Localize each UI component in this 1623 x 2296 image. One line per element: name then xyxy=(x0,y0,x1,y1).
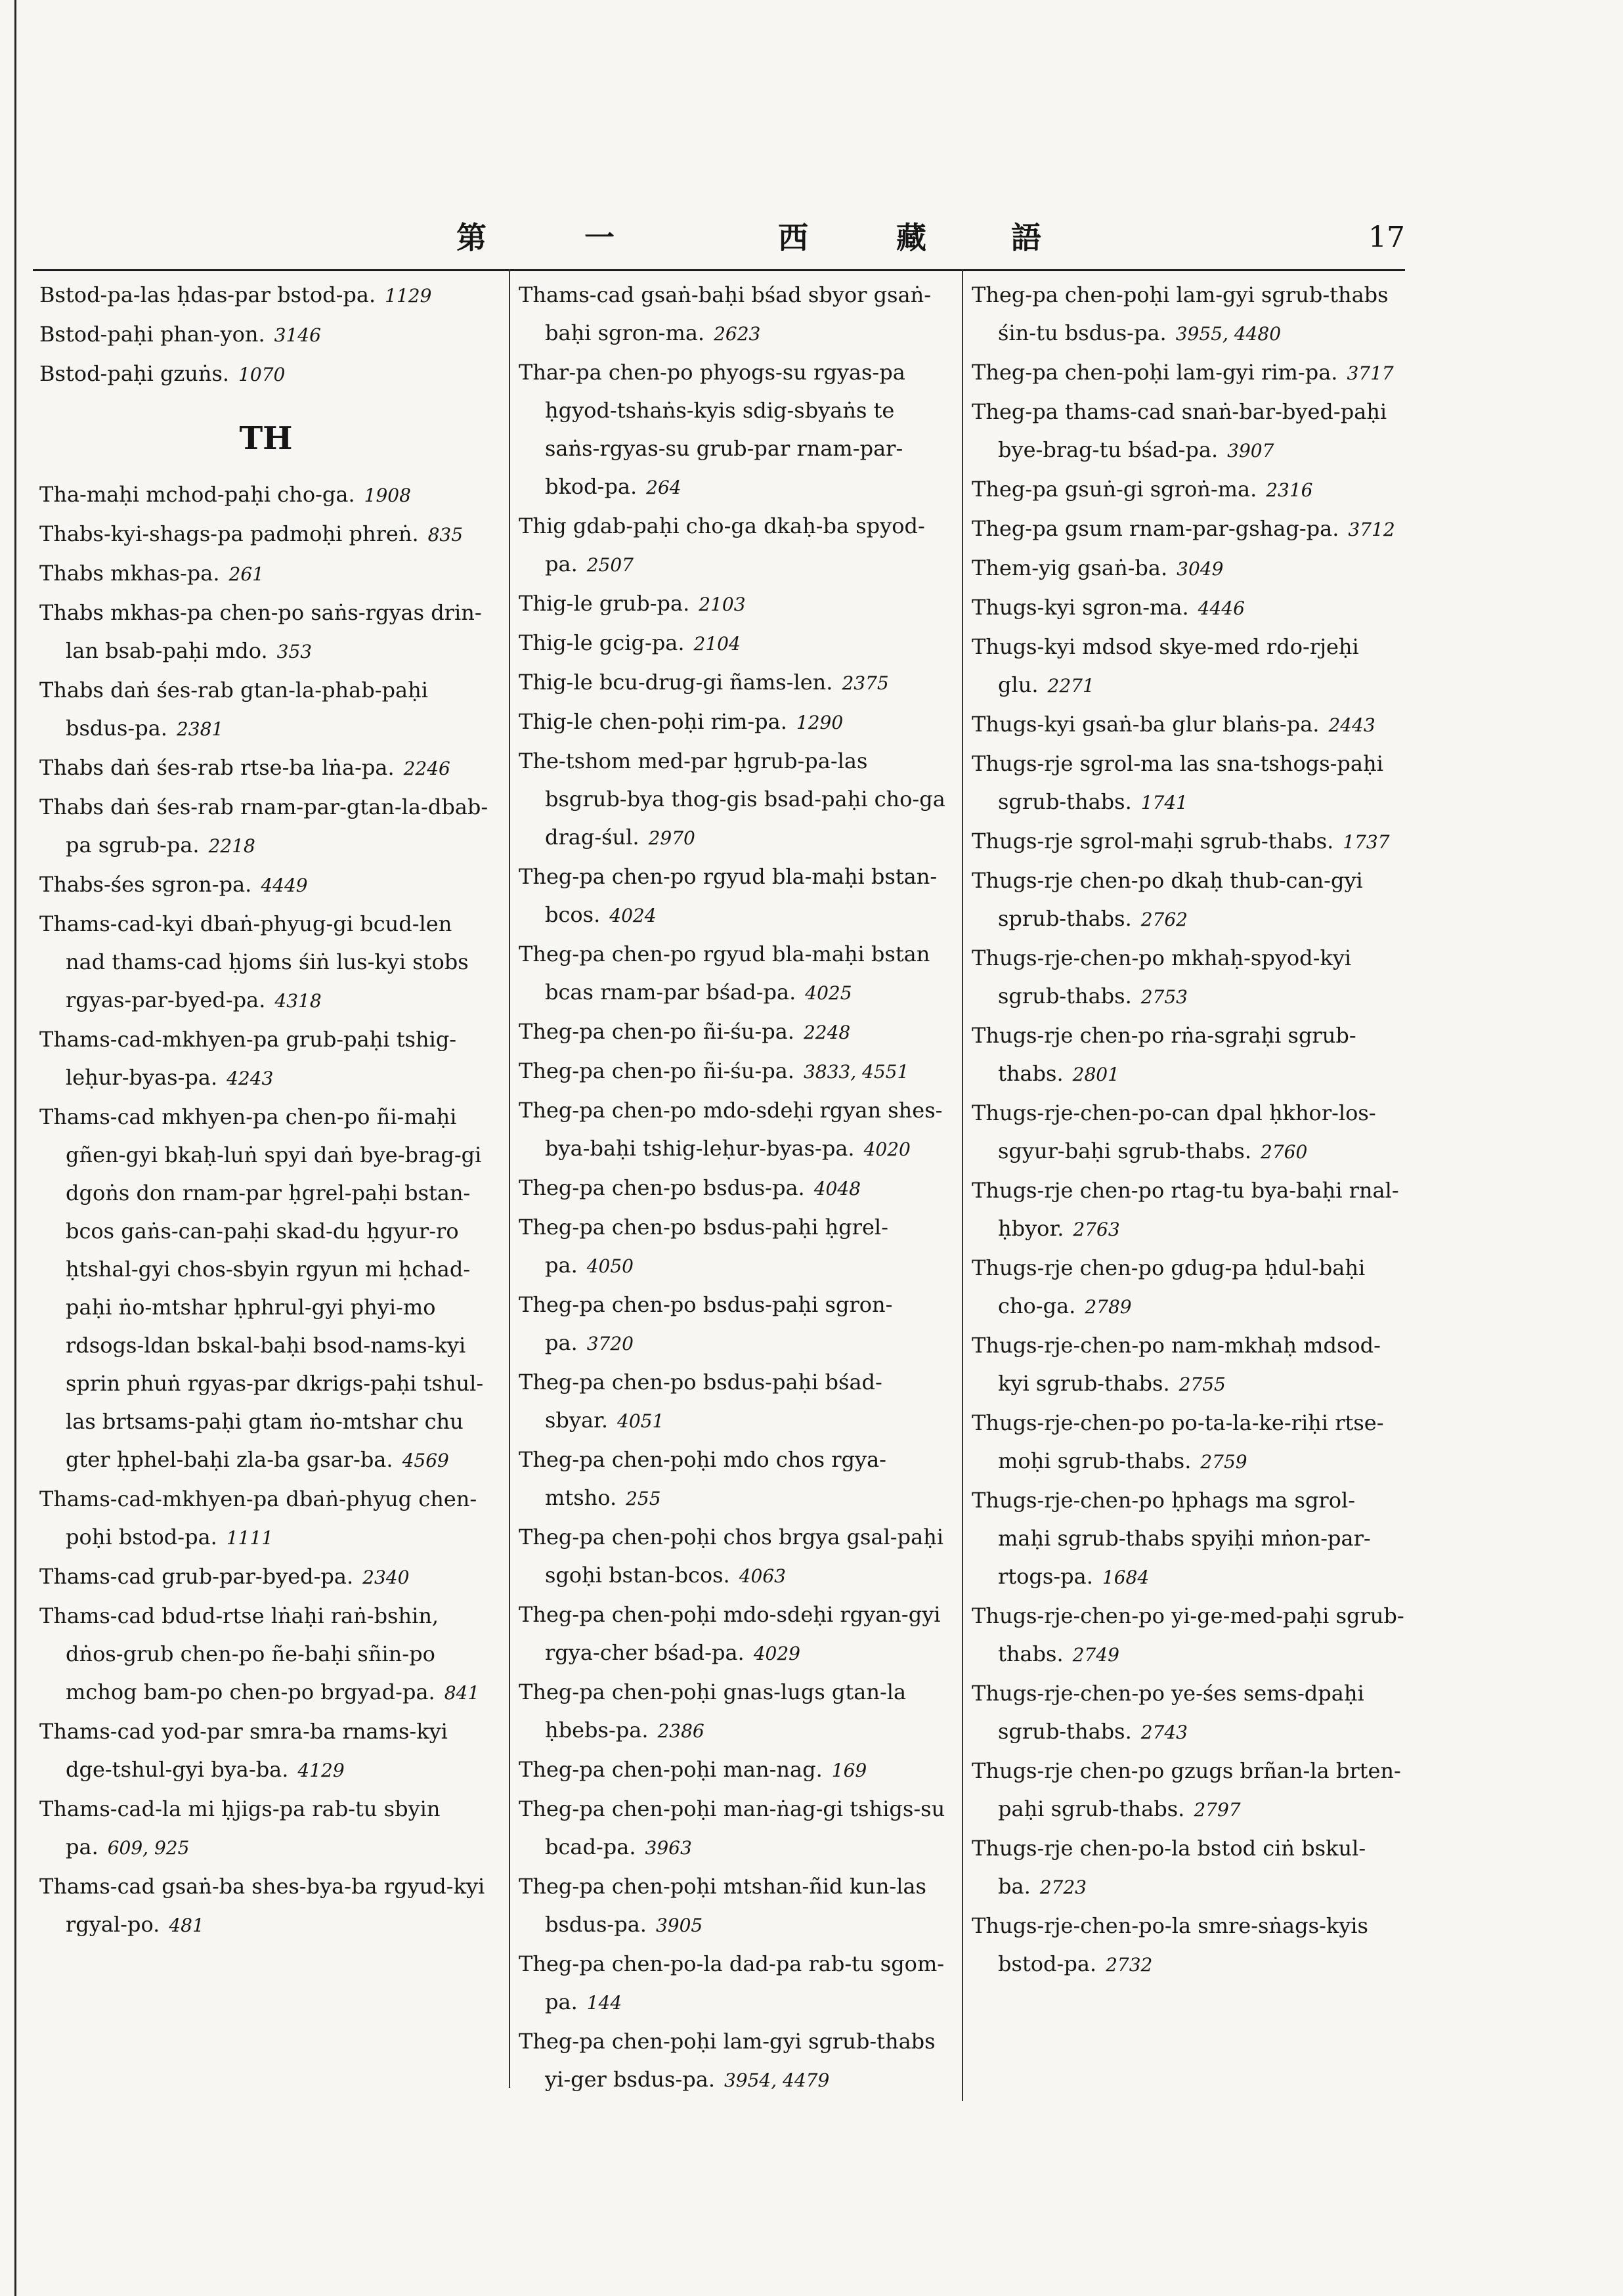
entry-number: 2507 xyxy=(586,554,634,576)
entry-number: 2759 xyxy=(1200,1451,1247,1473)
entry-number: 2316 xyxy=(1266,479,1313,501)
entry-number: 4243 xyxy=(227,1068,274,1089)
index-entry xyxy=(519,1208,945,1286)
entry-number: 4020 xyxy=(863,1138,911,1160)
index-entry xyxy=(972,939,1405,1016)
index-entry xyxy=(972,705,1405,745)
index-entry xyxy=(972,1597,1405,1674)
entry-number: 2763 xyxy=(1073,1219,1120,1240)
index-entry xyxy=(972,549,1405,588)
index-entry xyxy=(39,1480,492,1557)
entry-number: 3049 xyxy=(1177,558,1224,580)
entry-title: Bstod-pa-las ḥdas-par bstod-pa. xyxy=(39,282,376,307)
index-entry xyxy=(39,748,492,788)
entry-number: 2732 xyxy=(1106,1954,1153,1976)
index-entry xyxy=(519,1790,945,1867)
index-entry xyxy=(39,1867,492,1945)
entry-number: 2762 xyxy=(1140,909,1188,930)
index-entry xyxy=(519,507,945,584)
index-entry xyxy=(972,1171,1405,1249)
entry-number: 1111 xyxy=(226,1527,274,1549)
index-entry xyxy=(519,742,945,857)
entry-title: Theg-pa chen-poḥi mtshan-ñid kun-las bsdus-pa. xyxy=(519,1874,926,1937)
entry-title: Them-yig gsaṅ-ba. xyxy=(972,555,1168,580)
index-entry xyxy=(972,1404,1405,1481)
entry-title: Thams-cad gsaṅ-ba shes-bya-ba rgyud-kyi rgyal-po. xyxy=(39,1874,485,1937)
index-entry xyxy=(972,1674,1405,1752)
index-column-2 xyxy=(519,276,945,2100)
page-header xyxy=(33,209,1405,268)
entry-number: 2386 xyxy=(657,1720,704,1742)
entry-title: Theg-pa chen-po bsdus-paḥi sgron-pa. xyxy=(519,1292,893,1355)
index-entry xyxy=(39,1790,492,1867)
entry-number: 3905 xyxy=(655,1915,703,1936)
entry-number: 3717 xyxy=(1347,362,1394,384)
index-entry xyxy=(519,1945,945,2022)
entry-number: 144 xyxy=(586,1992,622,2014)
entry-number: 4024 xyxy=(609,905,657,926)
index-entry xyxy=(519,1286,945,1363)
index-entry xyxy=(519,1867,945,1945)
entry-title: Thar-pa chen-po phyogs-su rgyas-pa ḥgyod-tshaṅs-kyis sdig-sbyaṅs te saṅs-rgyas-su grub-par rnam-par-bkod-pa. xyxy=(519,360,905,499)
entry-title: Theg-pa chen-po-la dad-pa rab-tu sgom-pa. xyxy=(519,1951,945,2014)
entry-title: Thams-cad bdud-rtse lṅaḥi raṅ-bshin, dṅos-grub chen-po ñe-baḥi sñin-po mchog bam-po chen-po brgyad-pa. xyxy=(39,1603,439,1704)
index-entry xyxy=(39,1597,492,1712)
index-column-3 xyxy=(972,276,1405,1984)
entry-number: 4569 xyxy=(402,1450,449,1471)
index-entry xyxy=(519,1518,945,1595)
index-entry xyxy=(39,788,492,865)
index-entry xyxy=(972,1094,1405,1171)
entry-title: Thugs-rje-chen-po ye-śes sems-dpaḥi sgrub-thabs. xyxy=(972,1681,1364,1744)
index-entry xyxy=(519,1595,945,1673)
entry-number: 2340 xyxy=(362,1567,410,1588)
index-entry xyxy=(519,584,945,624)
entry-title: Thugs-rje chen-po rṅa-sgraḥi sgrub-thabs. xyxy=(972,1023,1356,1086)
entry-number: 2970 xyxy=(648,827,695,849)
index-entry xyxy=(519,1363,945,1440)
header-rule xyxy=(33,269,1405,271)
index-entry xyxy=(39,905,492,1020)
entry-title: Theg-pa chen-po rgyud bla-maḥi bstan-bcos. xyxy=(519,864,938,927)
entry-title: Thig gdab-paḥi cho-ga dkaḥ-ba spyod-pa. xyxy=(519,513,925,576)
entry-title: Thugs-rje-chen-po nam-mkhaḥ mdsod-kyi sgrub-thabs. xyxy=(972,1333,1381,1396)
entry-number: 1129 xyxy=(385,285,432,307)
entry-number: 4025 xyxy=(805,982,852,1004)
entry-number: 3146 xyxy=(274,324,321,346)
index-entry xyxy=(519,1091,945,1169)
entry-title: Thig-le grub-pa. xyxy=(519,591,690,616)
entry-title: Thugs-rje-chen-po mkhaḥ-spyod-kyi sgrub-thabs. xyxy=(972,945,1352,1008)
entry-number: 841 xyxy=(444,1682,480,1704)
entry-number: 3963 xyxy=(645,1837,692,1859)
entry-title: The-tshom med-par ḥgrub-pa-las bsgrub-bya thog-gis bsad-paḥi cho-ga drag-śul. xyxy=(519,748,945,850)
entry-title: Theg-pa chen-poḥi man-ṅag-gi tshigs-su bcad-pa. xyxy=(519,1796,945,1859)
index-entry xyxy=(519,1750,945,1790)
entry-title: Theg-pa chen-poḥi mdo chos rgya-mtsho. xyxy=(519,1447,886,1510)
entry-title: Theg-pa gsuṅ-gi sgroṅ-ma. xyxy=(972,477,1257,502)
entry-number: 2271 xyxy=(1047,675,1094,697)
entry-number: 3720 xyxy=(586,1333,634,1354)
entry-title: Theg-pa chen-po rgyud bla-maḥi bstan bcas rnam-par bśad-pa. xyxy=(519,942,930,1005)
entry-number: 2623 xyxy=(714,323,761,345)
entry-title: Bstod-paḥi phan-yon. xyxy=(39,322,265,347)
entry-title: Thabs daṅ śes-rab rtse-ba lṅa-pa. xyxy=(39,755,395,780)
entry-title: Theg-pa chen-po ñi-śu-pa. xyxy=(519,1019,794,1044)
entry-title: Thugs-rje sgrol-maḥi sgrub-thabs. xyxy=(972,829,1334,854)
entry-number: 3907 xyxy=(1227,440,1274,462)
entry-number: 3954, 4479 xyxy=(724,2069,830,2091)
entry-number: 4051 xyxy=(617,1410,664,1432)
entry-number: 3955, 4480 xyxy=(1175,323,1282,345)
entry-title: Thugs-rje-chen-po-can dpal ḥkhor-los-sgyur-baḥi sgrub-thabs. xyxy=(972,1100,1376,1163)
index-entry xyxy=(39,1712,492,1790)
index-entry xyxy=(519,935,945,1012)
entry-number: 609, 925 xyxy=(107,1837,190,1859)
index-entry xyxy=(39,671,492,748)
entry-number: 2375 xyxy=(842,672,889,694)
entry-number: 1737 xyxy=(1343,831,1390,853)
index-entry xyxy=(39,1020,492,1098)
entry-title: Thugs-rje chen-po gdug-pa ḥdul-baḥi cho-ga. xyxy=(972,1255,1366,1318)
header-char: 西 xyxy=(778,220,810,255)
entry-title: Thabs daṅ śes-rab gtan-la-phab-paḥi bsdus-pa. xyxy=(39,678,428,741)
entry-title: Thams-cad-la mi ḥjigs-pa rab-tu sbyin pa. xyxy=(39,1796,441,1859)
entry-title: Bstod-paḥi gzuṅs. xyxy=(39,361,230,386)
index-entry xyxy=(972,1016,1405,1094)
index-entry xyxy=(39,315,492,355)
entry-number: 3712 xyxy=(1348,519,1395,540)
header-char: 藏 xyxy=(896,220,928,255)
index-entry xyxy=(39,1557,492,1597)
entry-title: Thugs-kyi mdsod skye-med rdo-rjeḥi glu. xyxy=(972,634,1359,697)
entry-number: 1290 xyxy=(796,712,844,733)
entry-title: Theg-pa chen-poḥi man-nag. xyxy=(519,1757,823,1782)
entry-number: 2246 xyxy=(403,758,450,779)
entry-title: Theg-pa chen-poḥi lam-gyi sgrub-thabs śin-tu bsdus-pa. xyxy=(972,282,1389,345)
index-column-1 xyxy=(39,276,492,1945)
header-char: 語 xyxy=(1011,220,1043,255)
index-entry xyxy=(519,1440,945,1518)
entry-number: 2755 xyxy=(1179,1374,1226,1395)
entry-title: Thugs-kyi sgron-ma. xyxy=(972,595,1189,620)
entry-title: Theg-pa thams-cad snaṅ-bar-byed-paḥi bye-brag-tu bśad-pa. xyxy=(972,399,1387,462)
entry-number: 264 xyxy=(646,477,682,498)
entry-number: 481 xyxy=(169,1915,204,1936)
entry-title: Thabs daṅ śes-rab rnam-par-gtan-la-dbab-pa sgrub-pa. xyxy=(39,794,488,857)
entry-number: 4449 xyxy=(261,875,308,896)
entry-number: 255 xyxy=(626,1488,661,1509)
entry-title: Thugs-rje-chen-po yi-ge-med-paḥi sgrub-thabs. xyxy=(972,1603,1404,1666)
index-entry xyxy=(519,1012,945,1052)
entry-title: Theg-pa chen-poḥi mdo-sdeḥi rgyan-gyi rgya-cher bśad-pa. xyxy=(519,1602,941,1665)
section-heading: TH xyxy=(239,420,293,457)
index-entry xyxy=(519,857,945,935)
entry-title: Thugs-rje sgrol-ma las sna-tshogs-paḥi sgrub-thabs. xyxy=(972,751,1383,814)
entry-number: 4029 xyxy=(753,1643,800,1664)
index-entry xyxy=(39,475,492,515)
entry-title: Thugs-rje chen-po gzugs brñan-la brten-paḥi sgrub-thabs. xyxy=(972,1758,1401,1821)
entry-title: Theg-pa chen-po bsdus-pa. xyxy=(519,1175,805,1200)
entry-title: Theg-pa chen-poḥi lam-gyi rim-pa. xyxy=(972,360,1338,385)
entry-title: Thams-cad-mkhyen-pa dbaṅ-phyug chen-poḥi bstod-pa. xyxy=(39,1486,477,1549)
entry-title: Thams-cad-kyi dbaṅ-phyug-gi bcud-len nad thams-cad ḥjoms śiṅ lus-kyi stobs rgyas-par-byed-pa. xyxy=(39,911,469,1012)
index-entry xyxy=(39,276,492,315)
index-entry xyxy=(39,865,492,905)
entry-title: Tha-maḥi mchod-paḥi cho-ga. xyxy=(39,482,355,507)
entry-title: Thugs-rje chen-po dkaḥ thub-can-gyi sprub-thabs. xyxy=(972,868,1363,931)
entry-number: 2753 xyxy=(1140,986,1188,1008)
entry-number: 2743 xyxy=(1140,1722,1188,1743)
entry-number: 2789 xyxy=(1085,1296,1132,1318)
entry-title: Thugs-rje-chen-po po-ta-la-ke-riḥi rtse-moḥi sgrub-thabs. xyxy=(972,1410,1384,1473)
index-entry xyxy=(972,861,1405,939)
entry-number: 2749 xyxy=(1072,1644,1119,1666)
entry-title: Theg-pa chen-poḥi chos brgya gsal-paḥi sgoḥi bstan-bcos. xyxy=(519,1525,943,1588)
entry-number: 4318 xyxy=(274,990,322,1012)
entry-number: 2381 xyxy=(176,718,224,740)
entry-title: Thabs-kyi-shags-pa padmoḥi phreṅ. xyxy=(39,521,419,546)
entry-title: Theg-pa chen-po ñi-śu-pa. xyxy=(519,1058,794,1083)
entry-number: 2104 xyxy=(693,633,741,655)
index-entry xyxy=(519,1673,945,1750)
index-entry xyxy=(519,1169,945,1208)
header-char: 第 xyxy=(456,220,488,255)
index-entry xyxy=(972,1829,1405,1907)
entry-title: Theg-pa chen-po bsdus-paḥi ḥgrel-pa. xyxy=(519,1215,888,1278)
index-entry xyxy=(972,1907,1405,1984)
index-entry xyxy=(972,745,1405,822)
entry-number: 1908 xyxy=(364,485,411,506)
column-divider xyxy=(962,269,963,2101)
entry-number: 2443 xyxy=(1328,714,1375,736)
entry-title: Thig-le bcu-drug-gi ñams-len. xyxy=(519,670,833,695)
index-entry xyxy=(972,393,1405,470)
entry-number: 4050 xyxy=(586,1255,634,1277)
entry-title: Theg-pa chen-poḥi gnas-lugs gtan-la ḥbebs-pa. xyxy=(519,1679,907,1743)
entry-title: Thugs-rje chen-po-la bstod ciṅ bskul-ba. xyxy=(972,1836,1366,1899)
entry-number: 4446 xyxy=(1198,597,1245,619)
header-char: 一 xyxy=(584,220,616,255)
entry-number: 353 xyxy=(276,641,313,662)
index-entry xyxy=(972,628,1405,705)
entry-number: 2801 xyxy=(1072,1064,1119,1085)
entry-number: 261 xyxy=(228,563,264,585)
index-entry xyxy=(972,276,1405,353)
entry-title: Thams-cad grub-par-byed-pa. xyxy=(39,1564,354,1589)
entry-title: Thams-cad mkhyen-pa chen-po ñi-maḥi gñen-gyi bkaḥ-luṅ spyi daṅ bye-brag-gi dgoṅs don rnam-par ḥgrel-paḥi bstan-bcos gaṅs-can-paḥi skad-du ḥgyur-ro ḥtshal-gyi chos-sbyin rgyun mi ḥchad-paḥi ṅo-mtshar ḥphrul-gyi phyi-mo rdsogs-ldan bskal-baḥi bsod-nams-kyi sprin phuṅ rgyas-par dkrigs-paḥi tshul-las brtsams-paḥi gtam ṅo-mtshar chu gter ḥphel-baḥi zla-ba gsar-ba. xyxy=(39,1104,484,1472)
column-divider xyxy=(509,269,510,2088)
entry-number: 2248 xyxy=(803,1022,851,1043)
index-entry xyxy=(972,588,1405,628)
entry-title: Thig-le chen-poḥi rim-pa. xyxy=(519,709,787,734)
entry-title: Thugs-rje chen-po rtag-tu bya-baḥi rnal-ḥbyor. xyxy=(972,1178,1399,1241)
entry-title: Thig-le gcig-pa. xyxy=(519,630,685,655)
index-entry xyxy=(519,663,945,703)
index-entry xyxy=(39,355,492,394)
entry-number: 1684 xyxy=(1102,1567,1150,1588)
entry-number: 4129 xyxy=(297,1760,345,1781)
entry-number: 1070 xyxy=(238,364,286,385)
entry-number: 169 xyxy=(831,1760,867,1781)
entry-title: Theg-pa chen-poḥi lam-gyi sgrub-thabs yi-ger bsdus-pa. xyxy=(519,2029,936,2092)
entry-title: Thams-cad yod-par smra-ba rnams-kyi dge-tshul-gyi bya-ba. xyxy=(39,1719,448,1782)
entry-number: 835 xyxy=(427,524,464,546)
entry-number: 3833, 4551 xyxy=(803,1061,909,1083)
index-entry xyxy=(972,1326,1405,1404)
entry-title: Thams-cad gsaṅ-baḥi bśad sbyor gsaṅ-baḥi sgron-ma. xyxy=(519,282,932,345)
index-entry xyxy=(519,353,945,507)
entry-title: Thugs-rje-chen-po ḥphags ma sgrol-maḥi sgrub-thabs spyiḥi mṅon-par-rtogs-pa. xyxy=(972,1488,1371,1589)
index-entry xyxy=(972,1481,1405,1597)
index-entry xyxy=(972,822,1405,861)
index-entry xyxy=(972,1249,1405,1326)
left-margin-rule xyxy=(14,0,16,2296)
index-entry xyxy=(519,276,945,353)
index-entry xyxy=(39,594,492,671)
index-entry xyxy=(519,2022,945,2100)
entry-number: 2760 xyxy=(1261,1141,1308,1163)
entry-title: Thugs-rje-chen-po-la smre-sṅags-kyis bstod-pa. xyxy=(972,1913,1368,1976)
entry-number: 1741 xyxy=(1140,792,1188,813)
entry-title: Thabs mkhas-pa chen-po saṅs-rgyas drin-lan bsab-paḥi mdo. xyxy=(39,600,482,663)
index-entry xyxy=(39,1098,492,1480)
index-entry xyxy=(972,353,1405,393)
entry-number: 4048 xyxy=(813,1178,861,1200)
entry-list xyxy=(39,276,492,394)
entry-title: Thabs mkhas-pa. xyxy=(39,561,220,586)
index-entry xyxy=(972,509,1405,549)
entry-number: 2103 xyxy=(699,594,746,615)
index-entry xyxy=(39,515,492,554)
index-entry xyxy=(39,554,492,594)
entry-title: Thabs-śes sgron-pa. xyxy=(39,872,252,897)
index-entry xyxy=(972,470,1405,509)
index-entry xyxy=(972,1752,1405,1829)
index-entry xyxy=(519,624,945,663)
entry-number: 2218 xyxy=(208,835,255,857)
entry-title: Thams-cad-mkhyen-pa grub-paḥi tshig-leḥur-byas-pa. xyxy=(39,1027,457,1090)
entry-number: 4063 xyxy=(739,1565,786,1587)
index-entry xyxy=(519,1052,945,1091)
entry-title: Theg-pa chen-po bsdus-paḥi bśad-sbyar. xyxy=(519,1370,882,1433)
entry-list xyxy=(39,475,492,1945)
page-number: 17 xyxy=(1368,221,1405,254)
entry-number: 2797 xyxy=(1194,1799,1241,1821)
entry-title: Theg-pa gsum rnam-par-gshag-pa. xyxy=(972,516,1339,541)
entry-title: Theg-pa chen-po mdo-sdeḥi rgyan shes-bya-baḥi tshig-leḥur-byas-pa. xyxy=(519,1098,943,1161)
index-entry xyxy=(519,703,945,742)
entry-number: 2723 xyxy=(1039,1876,1087,1898)
entry-title: Thugs-kyi gsaṅ-ba glur blaṅs-pa. xyxy=(972,712,1320,737)
